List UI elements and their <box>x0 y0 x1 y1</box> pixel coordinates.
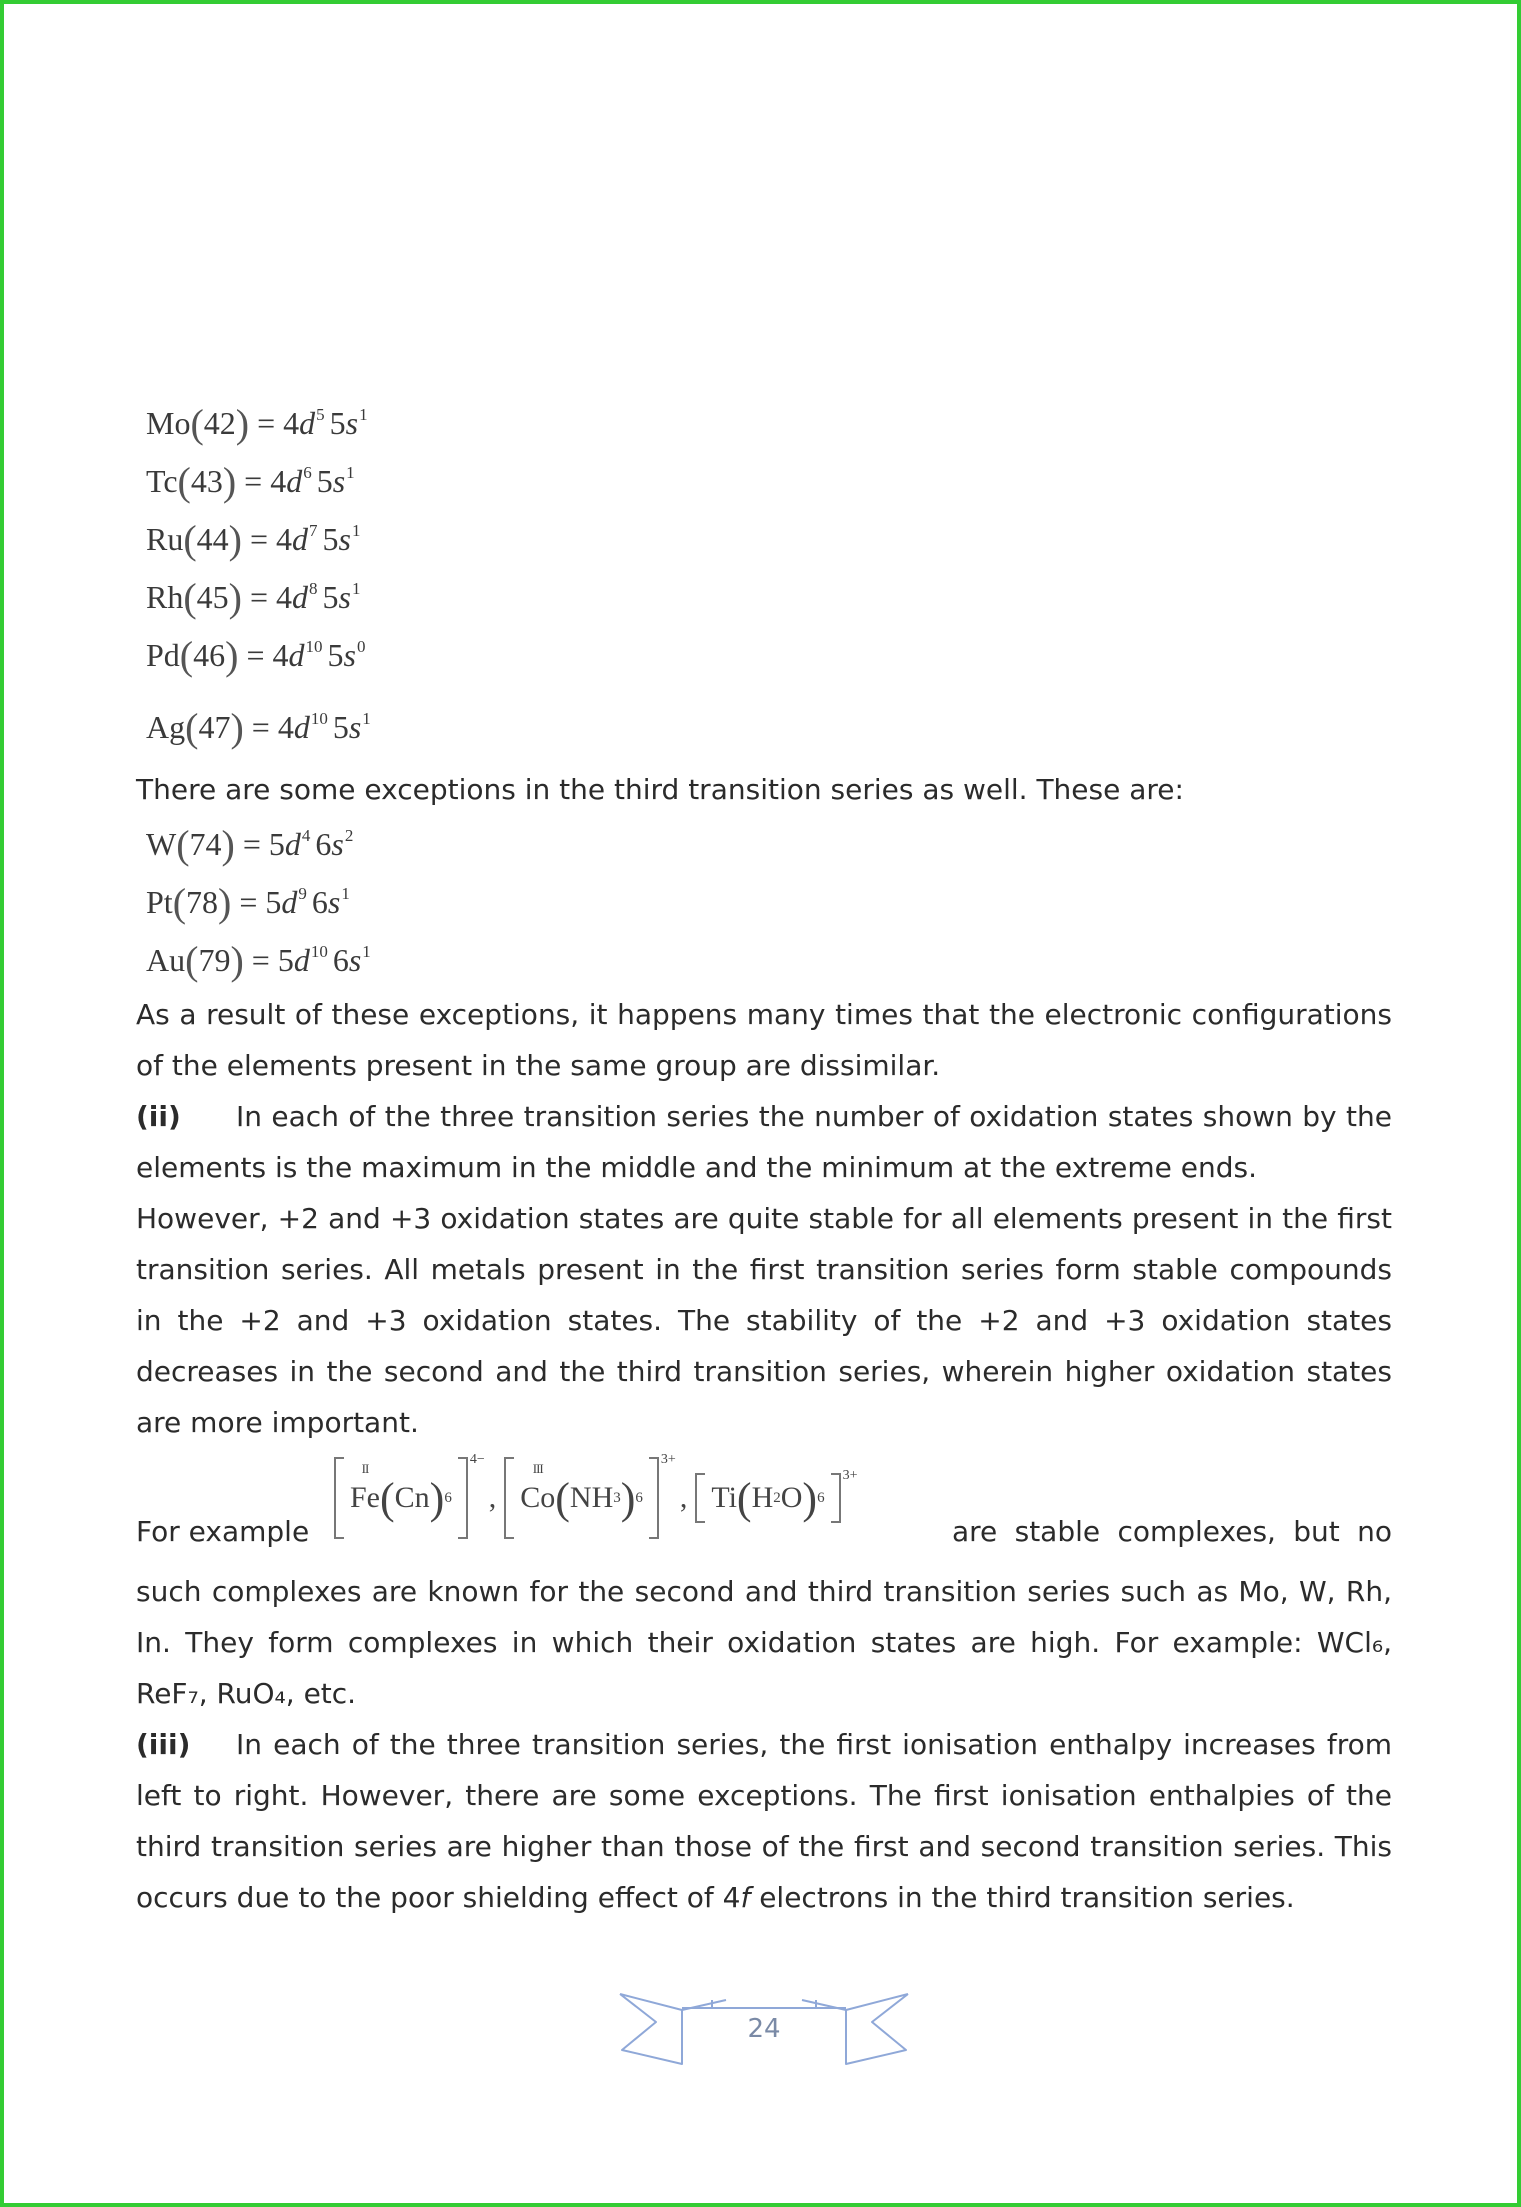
config-line: $W(74) = 5d^4$ $6s^2$ <box>146 822 354 867</box>
exceptions-result-paragraph: As a result of these exceptions, it happens many times that the electronic configurations of the elements present in the same group are dissimilar. <box>136 998 1392 1082</box>
complex-co-nh3-6: Co III ( NH 3 ) 6 3+ <box>504 1457 676 1539</box>
point-ii-label: (ii) <box>136 1100 181 1133</box>
example-continuation: such complexes are known for the second and third transition series such as Mo, W, Rh, In. They form complexes in which their oxidation states are high. For example: WCl₆, ReF₇, RuO₄, etc. <box>136 1575 1392 1710</box>
page-number: 24 <box>747 2014 781 2044</box>
second-series-config-list <box>136 394 1392 756</box>
example-after-text: are stable complexes, but no <box>952 1515 1392 1548</box>
complex-ti-h2o-6: Ti ( H 2 O ) 6 3+ <box>695 1473 857 1524</box>
config-line: $Pd(46) = 4d^{10}$ $5s^0$ <box>146 633 366 678</box>
point-iii-label: (iii) <box>136 1728 191 1761</box>
config-line: $Pt(78) = 5d^9$ $6s^1$ <box>146 880 350 925</box>
complex-formula-image: Fe II ( Cn ) 6 4− , Co III ( NH 3 ) 6 3+ , Ti ( H 2 O ) 6 3+ <box>334 1448 857 1548</box>
config-line: $Au(79) = 5d^{10}$ $6s^1$ <box>146 938 371 983</box>
page-content <box>136 394 1392 1923</box>
page-number-banner <box>616 1992 912 2068</box>
third-series-config-list <box>136 815 1392 989</box>
config-line: $Ag(47) = 4d^{10}$ $5s^1$ <box>146 705 371 750</box>
third-series-intro: There are some exceptions in the third transition series as well. These are: <box>136 773 1184 806</box>
example-lead: For example <box>136 1515 310 1548</box>
point-iii: (iii) In each of the three transition series, the first ionisation enthalpy increases from left to right. However, there are some exceptions. The first ionisation enthalpies of the third transition series are higher than those of the first and second transition series. This occurs due to the poor shielding effect of 4f electrons in the third transition series. <box>136 1719 1392 1923</box>
config-line: $Tc(43) = 4d^6$ $5s^1$ <box>146 459 355 504</box>
however-paragraph: However, +2 and +3 oxidation states are quite stable for all elements present in the first transition series. All metals present in the first transition series form stable compounds in the +2 and +3 oxidation states. The stability of the +2 and +3 oxidation states decreases in the second and the third transition series, wherein higher oxidation states are more important. <box>136 1202 1392 1439</box>
config-line: $Mo(42) = 4d^5$ $5s^1$ <box>146 401 368 446</box>
complex-fe-cn6: Fe II ( Cn ) 6 4− <box>334 1457 485 1539</box>
point-ii-text: In each of the three transition series the number of oxidation states shown by the elements is the maximum in the middle and the minimum at the extreme ends. <box>136 1100 1392 1184</box>
point-ii <box>136 1091 1392 1193</box>
example-formula-line <box>136 1448 1392 1558</box>
config-line: $Ru(44) = 4d^7$ $5s^1$ <box>146 517 361 562</box>
config-line: $Rh(45) = 4d^8$ $5s^1$ <box>146 575 361 620</box>
